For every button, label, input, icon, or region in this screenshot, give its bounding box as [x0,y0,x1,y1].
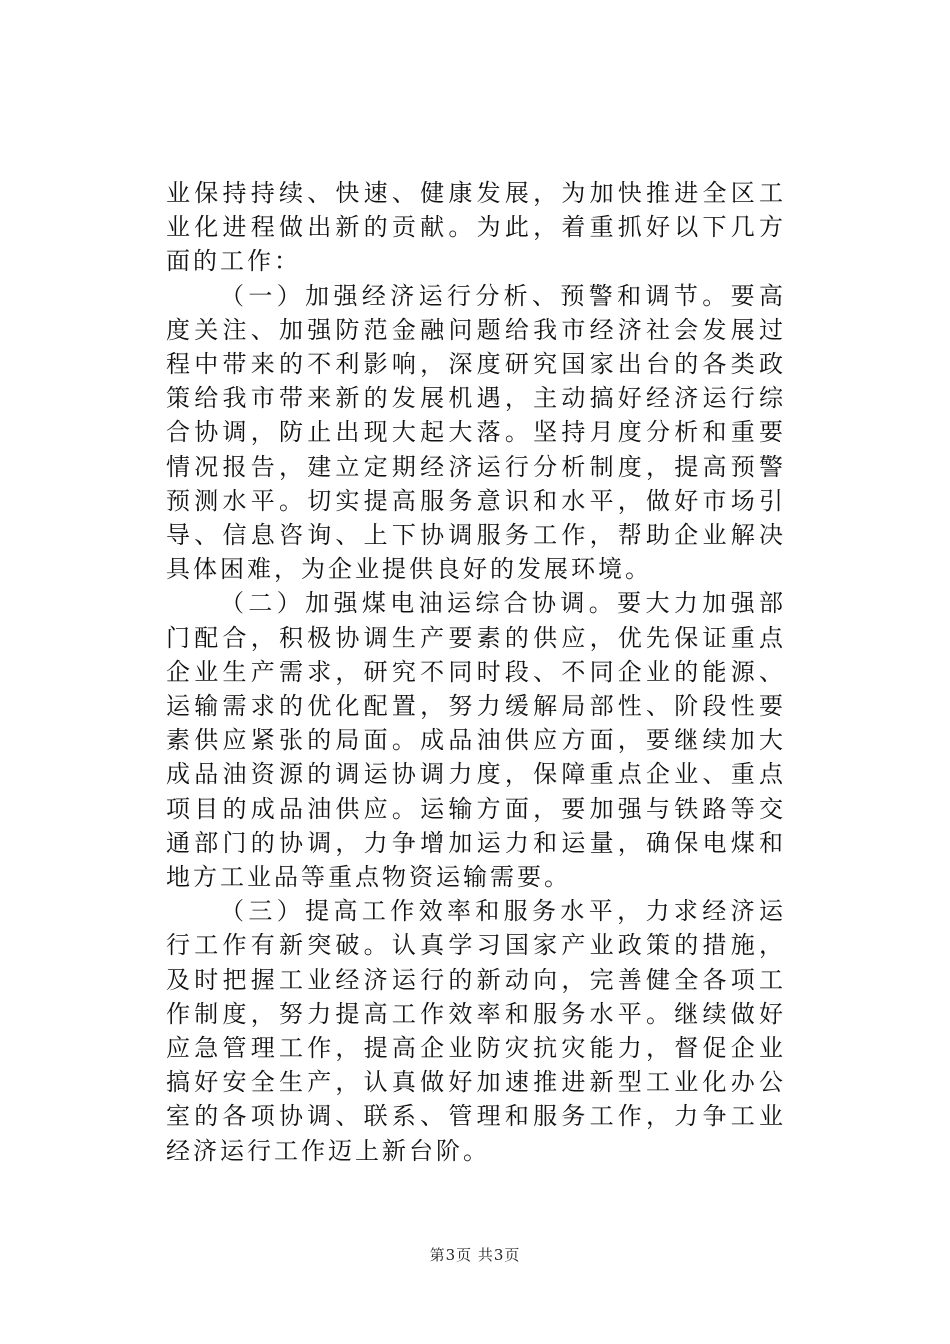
paragraph-intro: 业保持持续、快速、健康发展，为加快推进全区工业化进程做出新的贡献。为此，着重抓好以下几方面的工作： [166,179,786,276]
paragraph-section-1: （一）加强经济运行分析、预警和调节。要高度关注、加强防范金融问题给我市经济社会发展过程中带来的不利影响，深度研究国家出台的各类政策给我市带来新的发展机遇，主动搞好经济运行综合协调，防止出现大起大落。坚持月度分析和重要情况报告，建立定期经济运行分析制度，提高预警预测水平。切实提高服务意识和水平，做好市场引导、信息咨询、上下协调服务工作，帮助企业解决具体困难，为企业提供良好的发展环境。 [166,281,786,584]
document-body [166,176,786,1168]
page-footer [0,1244,950,1265]
page-number: 第3页 共3页 [429,1246,521,1264]
paragraph-section-3: （三）提高工作效率和服务水平，力求经济运行工作有新突破。认真学习国家产业政策的措施，及时把握工业经济运行的新动向，完善健全各项工作制度，努力提高工作效率和服务水平。继续做好应急管理工作，提高企业防灾抗灾能力，督促企业搞好安全生产，认真做好加速推进新型工业化办公室的各项协调、联系、管理和服务工作，力争工业经济运行工作迈上新台阶。 [166,897,786,1165]
paragraph-section-2: （二）加强煤电油运综合协调。要大力加强部门配合，积极协调生产要素的供应，优先保证重点企业生产需求，研究不同时段、不同企业的能源、运输需求的优化配置，努力缓解局部性、阶段性要素供应紧张的局面。成品油供应方面，要继续加大成品油资源的调运协调力度，保障重点企业、重点项目的成品油供应。运输方面，要加强与铁路等交通部门的协调，力争增加运力和运量，确保电煤和地方工业品等重点物资运输需要。 [166,589,786,892]
